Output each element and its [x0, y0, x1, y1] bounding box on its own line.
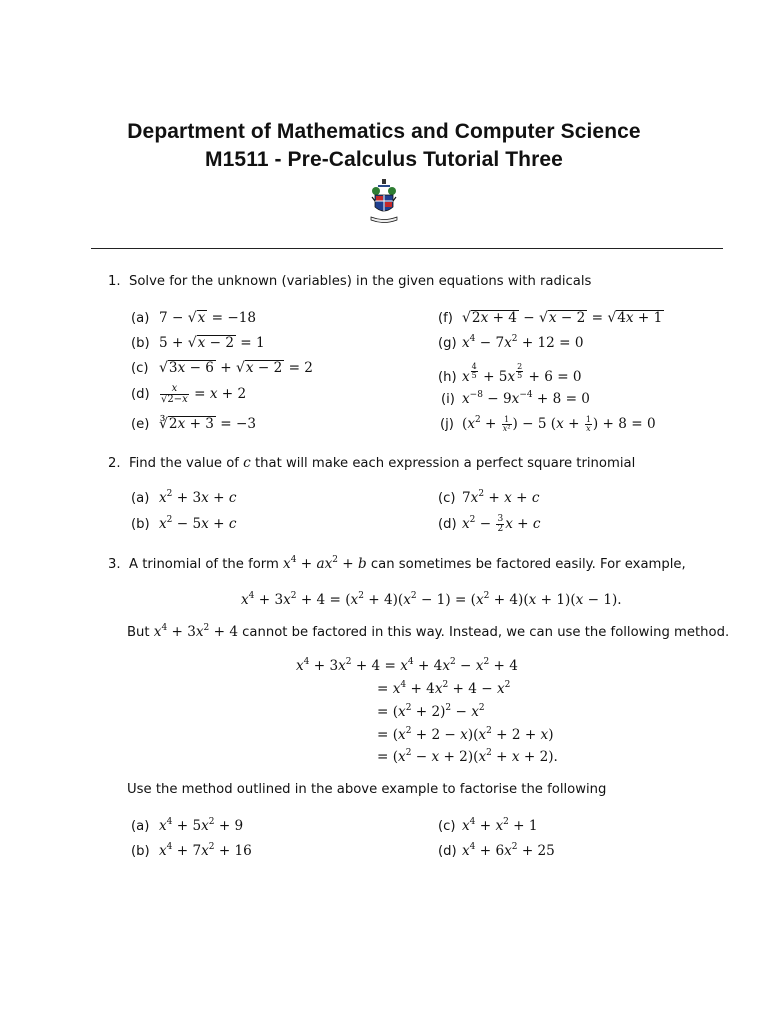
q1-item-i: (i) $x^{-8} - 9x^{-4} + 8 = 0$ — [441, 390, 590, 407]
question-number: 1. — [108, 274, 121, 289]
q1-item-g: (g) $x^4 - 7x^2 + 12 = 0$ — [438, 334, 584, 351]
q2-item-b: (b) $x^2 - 5x + c$ — [131, 515, 237, 532]
q3-item-c: (c) $x^4 + x^2 + 1$ — [438, 817, 538, 834]
question-3-prompt: 3. A trinomial of the form $x^4 + ax^2 + b$ can sometimes be factored easily. For example, — [108, 555, 686, 572]
question-1-prompt — [108, 273, 591, 291]
q1-item-c: (c) √3x − 6 + √x − 2 = 2 — [131, 360, 313, 376]
university-crest-icon — [369, 177, 399, 225]
q1-item-h: (h) x $^{\frac{4}{5}}$ + 5x $^{\frac{2}{5}}$ + 6 = 0 — [438, 362, 582, 385]
q3-example-equation: $x^4 + 3x^2 + 4 = (x^2 + 4)(x^2 - 1) = (x^2 + 4)(x + 1)(x - 1)$. — [241, 591, 622, 608]
department-title: Department of Mathematics and Computer Science — [127, 120, 641, 143]
q2-item-a: (a) $x^2 + 3x + c$ — [131, 489, 237, 506]
q1-item-j: (j) ($x^2$ + $\frac{1}{\text{x²}}$ ) − 5 (x + $\frac{1}{x}$ ) + 8 = 0 — [440, 415, 656, 433]
q1-item-f: (f) √2x + 4 − √x − 2 = √4x + 1 — [438, 310, 663, 326]
q3-item-a: (a) $x^4 + 5x^2 + 9$ — [131, 817, 244, 834]
q3-item-d: (d) $x^4 + 6x^2 + 25$ — [438, 842, 555, 859]
tutorial-title: M1511 - Pre-Calculus Tutorial Three — [205, 148, 563, 171]
q3-but-line: But $x^4 + 3x^2 + 4$ cannot be factored in this way. Instead, we can use the following method. — [127, 623, 730, 640]
q1-item-d: (d) $\frac{x}{√2-x}$ = x + 2 — [131, 383, 247, 405]
q1-item-b: (b) 5 + √x − 2 = 1 — [131, 335, 265, 351]
q1-item-e: (e) ∛2x + 3 = −3 — [131, 416, 257, 432]
q3-item-b: (b) $x^4 + 7x^2 + 16$ — [131, 842, 252, 859]
header-divider — [91, 248, 723, 249]
q1-item-a: (a) 7 − √x = −18 — [131, 310, 257, 326]
question-2-prompt: 2. Find the value of c that will make each expression a perfect square trinomial — [108, 455, 636, 471]
tutorial-page: Department of Mathematics and Computer Science M1511 - Pre-Calculus Tutorial Three 1. Solve for the unknown (variables) in the given equations with radicals (a) 7 − √x = −18 (b) 5 + √x − 2 = 1 (c) √3x − 6 + √x − 2 = 2 (d) $\frac{x}{√2-x}$ = x + 2 (e) ∛2x + 3 = −3 (f) √2x + 4 − √x − 2 = √4x + 1 (g) $x^4 - 7x^2 + 12 = 0$ (h) x $^{\frac{4}{5}}$ + 5x $^{\frac{2}{5}}$ + 6 = 0 (i) $x^{-8} - 9x^{-4} + 8 = 0$ (j) ($x^2$ + $\frac{1}{\text{x²}}$ ) − 5 (x + $\frac{1}{x}$ ) + 8 = 0 2. Find the value of c that will make each expression a perfect square trinomial (a) $x^2 + 3x + c$ (b) $x^2 - 5x + c$ (c) $7x^2 + x + c$ (d) $x^2$ − $\frac{3}{2}$ x + c 3. A trinomial of the form $x^4 + ax^2 + b$ can sometimes be factored easily. For example, $x^4 + 3x^2 + 4 = (x^2 + 4)(x^2 - 1) = (x^2 + 4)(x + 1)(x - 1)$. But $x^4 + 3x^2 + 4$ cannot be factored in this way. Instead, we can use the following method. $x^4 + 3x^2 + 4 = x^4 + 4x^2 - x^2 + 4$ = $x^4 + 4x^2 + 4 - x^2$ = $(x^2 + 2)^2 - x^2$ = $(x^2 + 2 - x)(x^2 + 2 + x)$ = $(x^2 - x + 2)(x^2 + x + 2)$. Use the method outlined in the above example to factorise the following (a) $x^4 + 5x^2 + 9$ (b) $x^4 + 7x^2 + 16$ (c) $x^4 + x^2 + 1$ (d) $x^4 + 6x^2 + 25$ — [0, 0, 768, 1024]
q3-use-method: Use the method outlined in the above example to factorise the following — [127, 782, 607, 797]
q2-item-d: (d) $x^2$ − $\frac{3}{2}$ x + c — [438, 514, 541, 534]
q2-item-c: (c) $7x^2 + x + c$ — [438, 489, 540, 506]
question-text: Solve for the unknown (variables) in the given equations with radicals — [128, 274, 592, 289]
